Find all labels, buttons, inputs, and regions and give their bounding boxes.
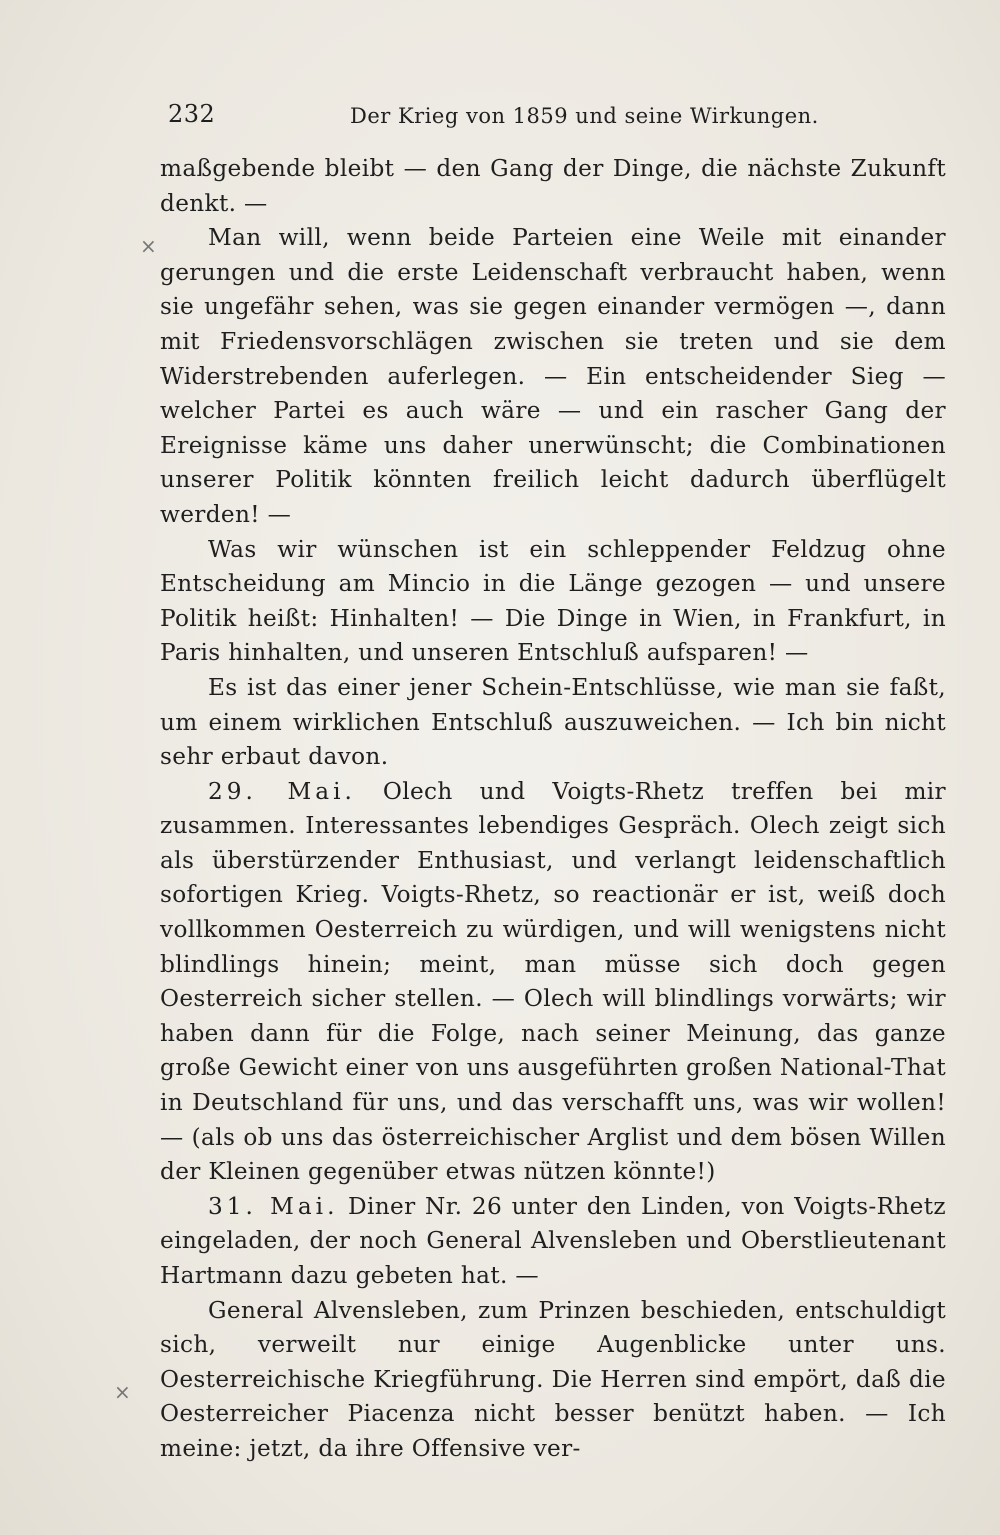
- paragraph: maßgebende bleibt — den Gang der Dinge, die nächste Zukunft denkt. —: [160, 155, 946, 217]
- paragraph: General Alvensleben, zum Prinzen beschieden, entschuldigt sich, verweilt nur einige Augenblicke unter uns. Oesterreichische Kriegführung. Die Herren sind empört, daß die Oesterreicher Piacenza nicht besser benützt haben. — Ich meine: jetzt, da ihre Offensive ver-: [160, 1296, 946, 1462]
- paragraph: Man will, wenn beide Parteien eine Weile mit einander gerungen und die erste Leidenschaft verbraucht haben, wenn sie ungefähr sehen, was sie gegen einander vermögen —, dann mit Friedensvorschlägen zwischen sie treten und sie dem Widerstrebenden auferlegen. — Ein entscheidender Sieg — welcher Partei es auch wäre — und ein rascher Gang der Ereignisse käme uns daher unerwünscht; die Combinationen unserer Politik könnten freilich leicht dadurch überflügelt werden! —: [160, 224, 946, 528]
- entry-date: 29. Mai.: [208, 777, 356, 805]
- dated-entry: [160, 775, 946, 1190]
- dated-entry: [160, 1190, 946, 1294]
- page-header: [168, 96, 819, 136]
- margin-mark: ×: [140, 234, 157, 258]
- body-text: [160, 152, 946, 1467]
- margin-mark: ×: [114, 1380, 131, 1404]
- entry-text: Diner Nr. 26 unter den Linden, von Voigts-Rhetz eingeladen, der noch General Alvensleben und Oberstlieutenant Hartmann dazu gebeten hat. —: [160, 1192, 946, 1289]
- entry-date: 31. Mai.: [208, 1192, 339, 1220]
- entry-text: Olech und Voigts-Rhetz treffen bei mir zusammen. Interessantes lebendiges Gespräch. Olech zeigt sich als überstürzender Enthusiast, und verlangt leidenschaftlich sofortigen Krieg. Voigts-Rhetz, so reactionär er ist, weiß doch vollkommen Oesterreich zu würdigen, und will wenigstens nicht blindlings hinein; meint, man müsse sich doch gegen Oesterreich sicher stellen. — Olech will blindlings vorwärts; wir haben dann für die Folge, nach seiner Meinung, das ganze große Gewicht einer von uns ausgeführten großen National-That in Deutschland für uns, und das verschafft uns, was wir wollen! — (als ob uns das österreichischer Arglist und dem bösen Willen der Kleinen gegenüber etwas nützen könnte!): [160, 777, 946, 1186]
- paragraph: Was wir wünschen ist ein schleppender Feldzug ohne Entscheidung am Mincio in die Länge gezogen — und unsere Politik heißt: Hinhalten! — Die Dinge in Wien, in Frankfurt, in Paris hinhalten, und unseren Entschluß aufsparen! —: [160, 535, 946, 667]
- running-head: Der Krieg von 1859 und seine Wirkungen.: [350, 104, 819, 128]
- page-number: 232: [168, 100, 216, 128]
- paragraph: Es ist das einer jener Schein-Entschlüsse, wie man sie faßt, um einem wirklichen Entschluß auszuweichen. — Ich bin nicht sehr erbaut davon.: [160, 673, 946, 771]
